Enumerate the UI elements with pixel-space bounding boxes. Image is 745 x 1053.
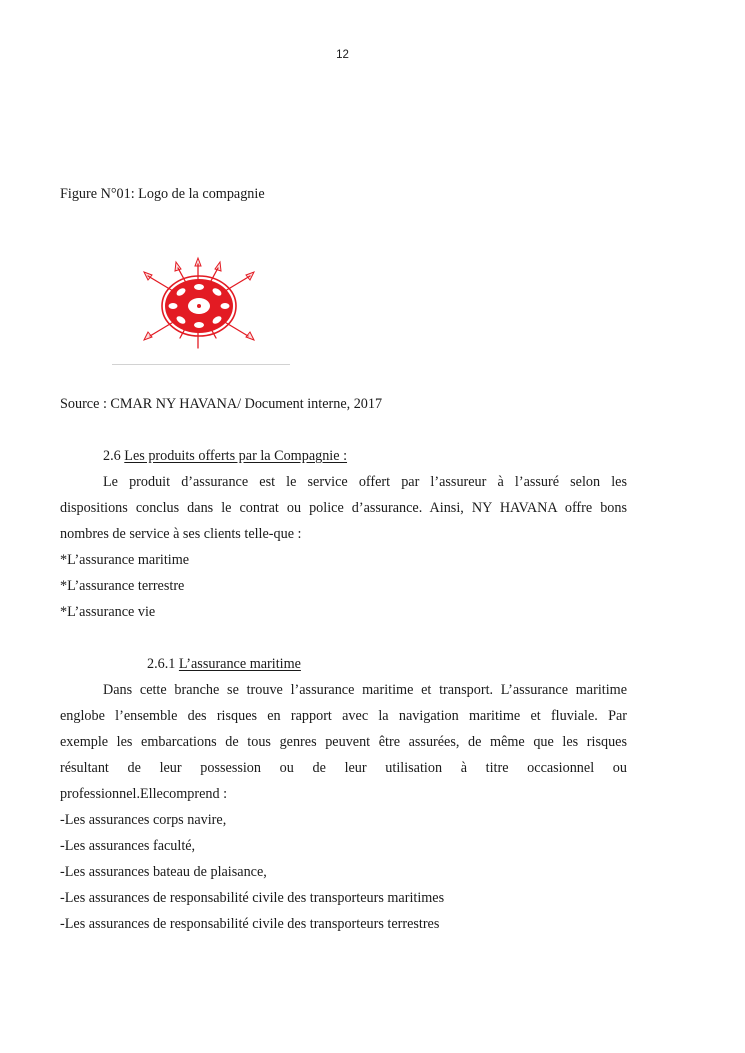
- paragraph-line: résultant de leur possession ou de leur utilisation à titre occasionnel ou: [60, 760, 627, 776]
- section-title: Les produits offerts par la Compagnie :: [124, 448, 348, 464]
- section-heading-2-6: [60, 443, 627, 469]
- list-item: -Les assurances de responsabilité civile des transporteurs terrestres: [60, 916, 440, 932]
- logo-divider: [112, 364, 290, 365]
- paragraph-line: dispositions conclus dans le contrat ou police d’assurance. Ainsi, NY HAVANA offre bons: [60, 500, 627, 516]
- list-item: -Les assurances corps navire,: [60, 812, 227, 828]
- figure-caption: Figure N°01: Logo de la compagnie: [60, 186, 265, 202]
- figure-source: Source : CMAR NY HAVANA/ Document interne, 2017: [60, 396, 383, 412]
- paragraph-line: Dans cette branche se trouve l’assurance maritime et transport. L’assurance maritime: [103, 682, 627, 698]
- page-number: 12: [336, 49, 349, 61]
- paragraph-line: nombres de service à ses clients telle-que :: [60, 526, 302, 542]
- section-heading-2-6-1: [60, 651, 627, 677]
- shield-spears-icon: [144, 258, 254, 348]
- list-item: -Les assurances bateau de plaisance,: [60, 864, 267, 880]
- section-number: 2.6: [103, 448, 121, 464]
- paragraph-line: exemple les embarcations de tous genres peuvent être assurées, de même que les risques: [60, 734, 627, 750]
- list-item: -Les assurances faculté,: [60, 838, 196, 854]
- section-number: 2.6.1: [147, 656, 176, 672]
- list-item: -Les assurances de responsabilité civile des transporteurs maritimes: [60, 890, 445, 906]
- paragraph-line: englobe l’ensemble des risques en rapport avec la navigation maritime et fluviale. Par: [60, 708, 627, 724]
- paragraph-line: professionnel.Ellecomprend :: [60, 786, 228, 802]
- list-item: *L’assurance maritime: [60, 552, 190, 568]
- list-item: *L’assurance vie: [60, 604, 156, 620]
- section-title: L’assurance maritime: [178, 656, 301, 672]
- paragraph-line: Le produit d’assurance est le service offert par l’assureur à l’assuré selon les: [103, 474, 627, 490]
- list-item: *L’assurance terrestre: [60, 578, 185, 594]
- company-logo: [138, 256, 260, 352]
